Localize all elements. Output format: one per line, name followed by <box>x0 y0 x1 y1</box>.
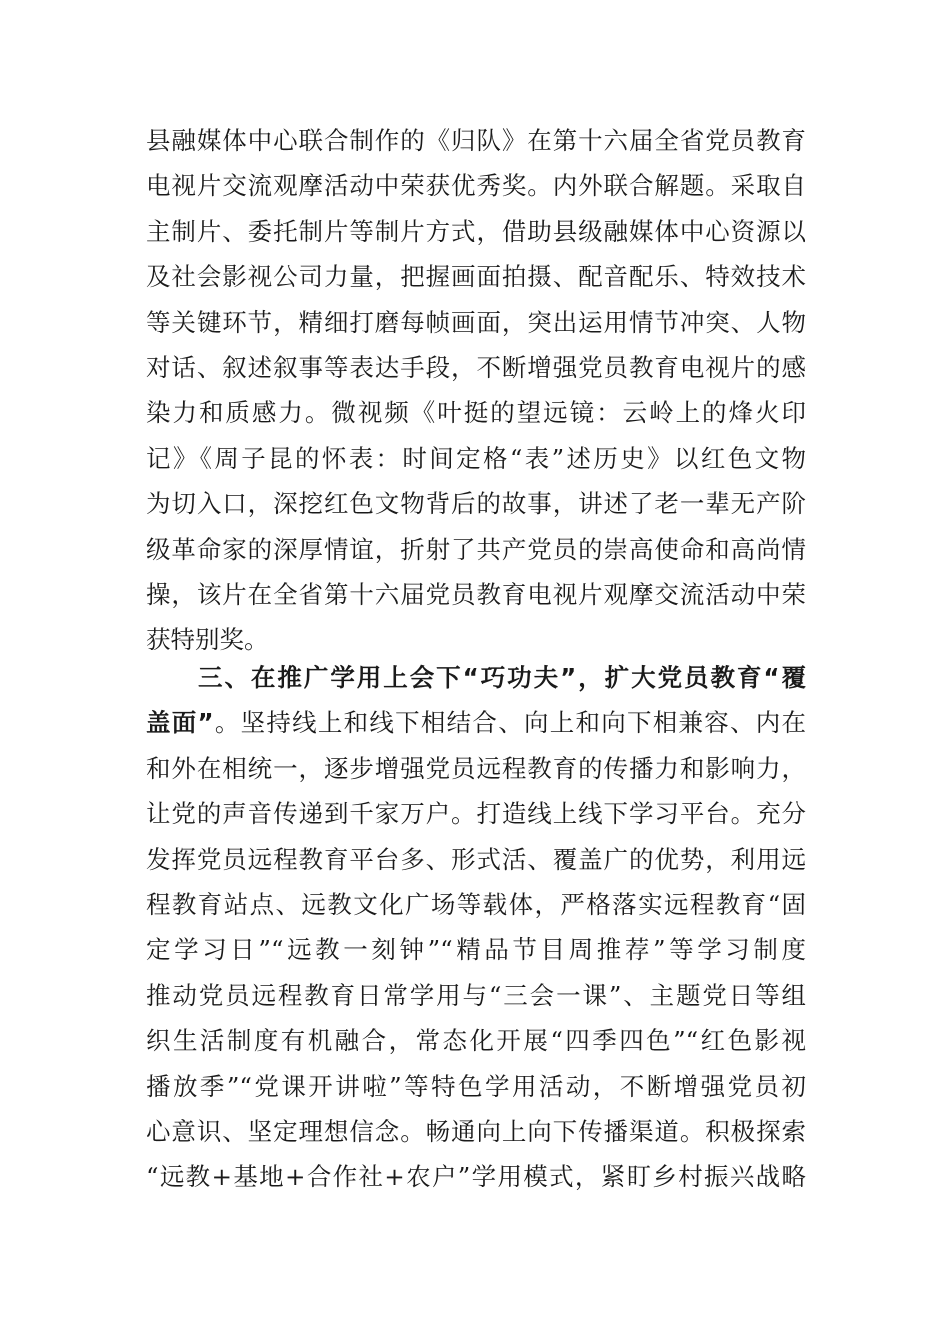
text-line: 级革命家的深厚情谊，折射了共产党员的崇高使命和高尚情 <box>146 534 806 564</box>
text-line: 和外在相统一，逐步增强党员远程教育的传播力和影响力， <box>146 753 806 783</box>
paragraph-2 <box>146 655 806 1200</box>
text-line: 操，该片在全省第十六届党员教育电视片观摩交流活动中荣 <box>146 579 806 609</box>
text-line: 心意识、坚定理想信念。畅通向上向下传播渠道。积极探索 <box>146 1116 806 1146</box>
text-run: 。坚持线上和线下相结合、向上和向下相兼容、内在 <box>213 708 807 738</box>
text-line: 发挥党员远程教育平台多、形式活、覆盖广的优势，利用远 <box>146 844 806 874</box>
heading-continuation-line <box>146 700 806 745</box>
text-line: 记》《周子昆的怀表：时间定格“表”述历史》以红色文物 <box>146 443 806 473</box>
text-line: 县融媒体中心联合制作的《归队》在第十六届全省党员教育 <box>146 126 806 155</box>
text-line: 让党的声音传递到千家万户。打造线上线下学习平台。充分 <box>146 799 806 829</box>
text-line: 主制片、委托制片等制片方式，借助县级融媒体中心资源以 <box>146 216 806 246</box>
text-line: 获特别奖。 <box>146 625 269 655</box>
text-line: 程教育站点、远教文化广场等载体，严格落实远程教育“固 <box>146 889 806 919</box>
text-line: 及社会影视公司力量，把握画面拍摄、配音配乐、特效技术 <box>146 262 806 292</box>
text-line: 染力和质感力。微视频《叶挺的望远镜：云岭上的烽火印 <box>146 398 806 428</box>
paragraph-1 <box>146 118 806 663</box>
text-line: 电视片交流观摩活动中荣获优秀奖。内外联合解题。采取自 <box>146 171 806 201</box>
section-heading: 三、在推广学用上会下“巧功夫”，扩大党员教育“覆 <box>198 663 806 692</box>
text-line: 对话、叙述叙事等表达手段，不断增强党员教育电视片的感 <box>146 352 806 382</box>
section-heading-tail: 盖面” <box>146 708 214 738</box>
text-line: 定学习日”“远教一刻钟”“精品节目周推荐”等学习制度 <box>146 935 806 965</box>
text-line: 推动党员远程教育日常学用与“三会一课”、主题党日等组 <box>146 980 806 1010</box>
text-line: 播放季”“党课开讲啦”等特色学用活动，不断增强党员初 <box>146 1071 806 1101</box>
text-line: 织生活制度有机融合，常态化开展“四季四色”“红色影视 <box>146 1026 806 1056</box>
text-line: 为切入口，深挖红色文物背后的故事，讲述了老一辈无产阶 <box>146 489 806 519</box>
text-line: 等关键环节，精细打磨每帧画面，突出运用情节冲突、人物 <box>146 307 806 337</box>
text-line: “远教+基地+合作社+农户”学用模式，紧盯乡村振兴战略 <box>146 1162 806 1192</box>
